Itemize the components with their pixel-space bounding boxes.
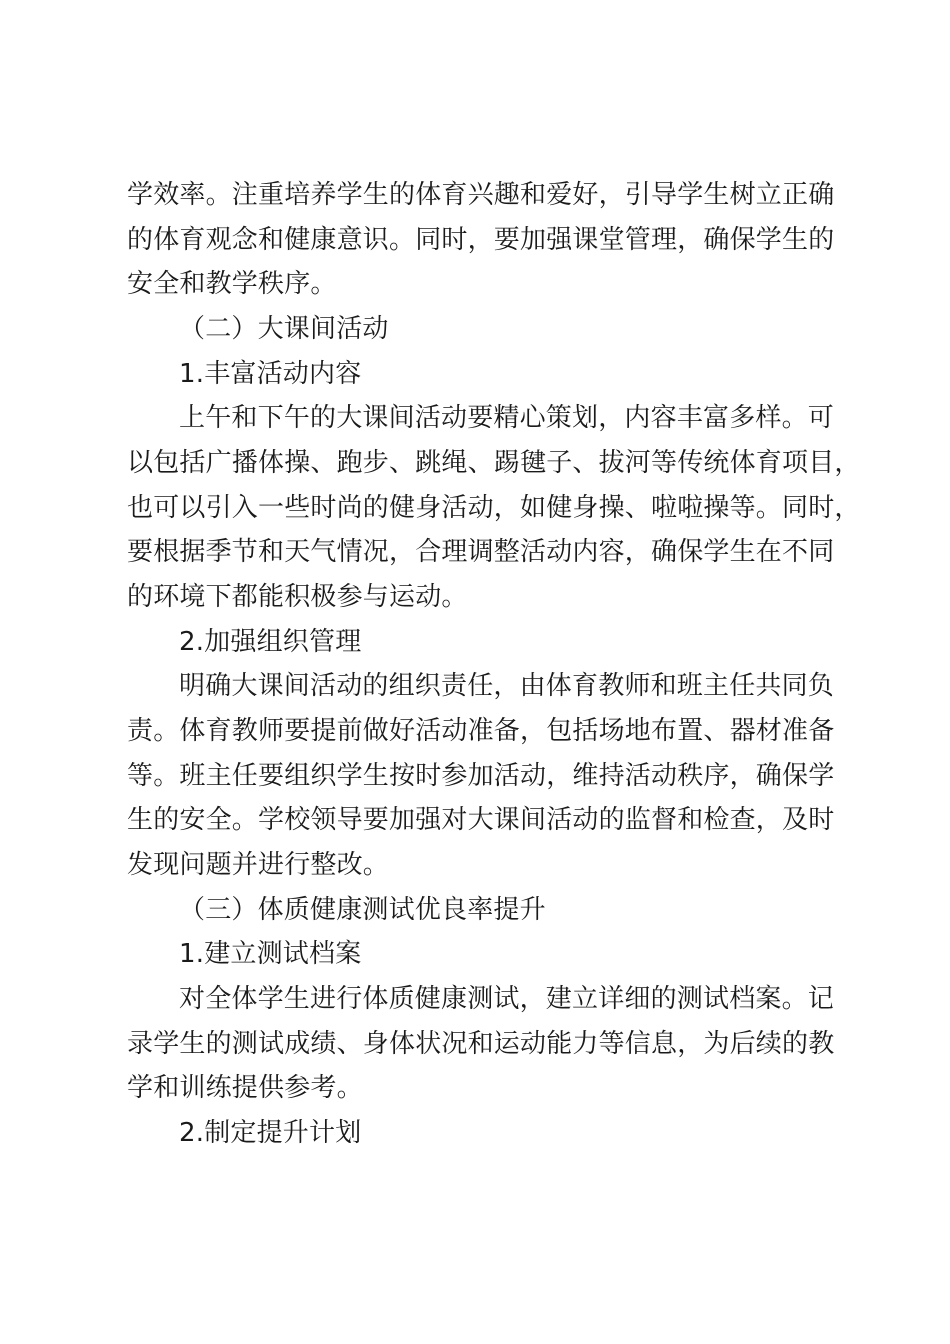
body-text-line: 的环境下都能积极参与运动。 (127, 582, 468, 612)
body-text-line: 安全和教学秩序。 (127, 269, 337, 299)
body-text-line: 责。体育教师要提前做好活动准备，包括场地布置、器材准备 (127, 716, 835, 746)
body-text-line: 录学生的测试成绩、身体状况和运动能力等信息，为后续的教 (127, 1029, 835, 1059)
subsection-heading: 2.制定提升计划 (179, 1118, 362, 1148)
body-text-line: 学效率。注重培养学生的体育兴趣和爱好，引导学生树立正确 (127, 180, 835, 210)
body-text-line: 学和训练提供参考。 (127, 1073, 363, 1103)
body-text-line: 的体育观念和健康意识。同时，要加强课堂管理，确保学生的 (127, 225, 835, 255)
body-text-line: 等。班主任要组织学生按时参加活动，维持活动秩序，确保学 (127, 761, 835, 791)
body-text-line: 对全体学生进行体质健康测试，建立详细的测试档案。记 (179, 984, 835, 1014)
body-text-line: 上午和下午的大课间活动要精心策划，内容丰富多样。可 (179, 403, 835, 433)
body-text-line: 要根据季节和天气情况，合理调整活动内容，确保学生在不同 (127, 537, 835, 567)
subsection-heading: 1.建立测试档案 (179, 939, 362, 969)
body-text-line: 明确大课间活动的组织责任，由体育教师和班主任共同负 (179, 671, 835, 701)
section-heading: （二）大课间活动 (179, 314, 389, 344)
body-text-line: 以包括广播体操、跑步、跳绳、踢毽子、拔河等传统体育项目， (127, 448, 861, 478)
body-text-line: 生的安全。学校领导要加强对大课间活动的监督和检查，及时 (127, 805, 835, 835)
section-heading: （三）体质健康测试优良率提升 (179, 895, 546, 925)
subsection-heading: 2.加强组织管理 (179, 627, 362, 657)
subsection-heading: 1.丰富活动内容 (179, 359, 362, 389)
body-text-line: 也可以引入一些时尚的健身活动，如健身操、啦啦操等。同时， (127, 493, 861, 523)
body-text-line: 发现问题并进行整改。 (127, 850, 390, 880)
